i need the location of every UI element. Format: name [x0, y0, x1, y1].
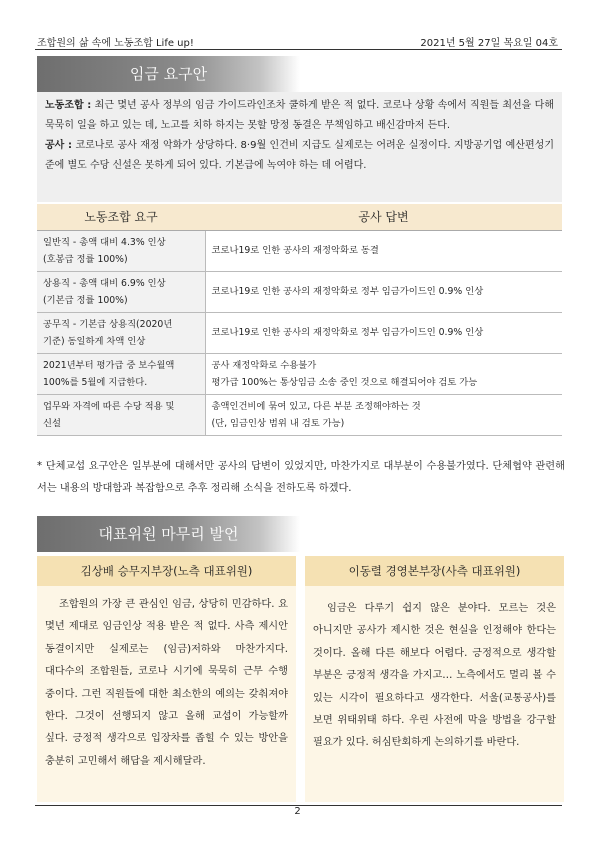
- table-row: [37, 230, 562, 271]
- corp-rep-name: 이동렬 경영본부장(사측 대표위원): [305, 556, 564, 586]
- answer-cell: 총액인건비에 묶여 있고, 다른 부분 조정해야하는 것 (단, 임금인상 범위 내 검토 가능): [205, 394, 562, 435]
- intro-box: [37, 92, 562, 202]
- section-title-closing-remarks: 대표위원 마무리 발언: [37, 516, 300, 552]
- corp-label: 공사 :: [45, 140, 73, 151]
- answer-cell: 공사 재정악화로 수용불가 평가급 100%는 통상임금 소송 중인 것으로 해결되어야 검토 가능: [205, 353, 562, 394]
- union-text: 최근 몇년 공사 정부의 임금 가이드라인조차 쿨하게 받은 적 없다. 코로나 상황 속에서 직원들 최선을 다해 묵묵히 일을 하고 있는 데, 노고를 치하 하지는 못할 망정 동결은 무책임하고 배신감마저 든다.: [45, 100, 554, 131]
- corp-rep-column: [305, 556, 564, 802]
- table-row: [37, 353, 562, 394]
- page-header: [35, 32, 562, 50]
- header-union-demand: 노동조합 요구: [37, 204, 205, 230]
- table-header-row: [37, 204, 562, 230]
- union-statement: [45, 96, 554, 136]
- union-rep-remarks: 조합원의 가장 큰 관심인 임금, 상당히 민감하다. 요 몇년 제대로 임금인상 적용 받은 적 없다. 사측 제시안 동결이지만 실제로는 (임금)저하와 마찬가지다. 대다수의 조합원들, 코로나 시기에 묵묵히 근무 수행 중이다. 그런 직원들에 대한 최소한의 예의는 갖춰져야 한다. 그것이 선행되지 않고 올해 교섭이 가능할까 싶다. 긍정적 생각으로 입장차를 좁힐 수 있는 방안을 충분히 고민해서 해답을 제시해달라.: [45, 599, 288, 767]
- corp-text: 코로나로 공사 재정 악화가 상당하다. 8·9월 인건비 지급도 실제로는 어려운 실정이다. 지방공기업 예산편성기준에 별도 수당 신설은 못하게 되어 있다. 기본급에 녹여야 하는 데 어렵다.: [45, 140, 554, 171]
- issue-date: 2021년 5월 27일 목요일 04호: [420, 38, 558, 49]
- demand-cell: 공무직 - 기본급 상용직(2020년 기준) 동일하게 차액 인상: [37, 312, 205, 353]
- newsletter-name: 조합원의 삶 속에 노동조합 Life up!: [37, 38, 194, 49]
- demand-cell: 2021년부터 평가급 중 보수월액 100%를 5월에 지급한다.: [37, 353, 205, 394]
- section-title-wage-demands: 임금 요구안: [37, 56, 300, 92]
- table-row: [37, 394, 562, 435]
- table-row: [37, 271, 562, 312]
- page-number: 2: [294, 806, 301, 817]
- answer-cell: 코로나19로 인한 공사의 재정악화로 동결: [205, 230, 562, 271]
- union-rep-column: [37, 556, 296, 802]
- demand-cell: 일반직 - 총액 대비 4.3% 인상 (호봉급 정률 100%): [37, 230, 205, 271]
- answer-cell: 코로나19로 인한 공사의 재정악화로 정부 임금가이드인 0.9% 인상: [205, 312, 562, 353]
- header-corp-answer: 공사 답변: [205, 204, 562, 230]
- corp-statement: [45, 136, 554, 176]
- demand-cell: 업무와 자격에 따른 수당 적용 및 신설: [37, 394, 205, 435]
- answer-cell: 코로나19로 인한 공사의 재정악화로 정부 임금가이드인 0.9% 인상: [205, 271, 562, 312]
- union-label: 노동조합 :: [45, 100, 92, 111]
- corp-rep-remarks: 임금은 다루기 쉽지 않은 분야다. 모르는 것은 아니지만 공사가 제시한 것은 현실을 인정해야 한다는 것이다. 올해 다른 해보다 어렵다. 긍정적으로 생각할 부분은 긍정적 생각을 가지고… 노측에서도 멀리 볼 수 있는 시각이 필요하다고 생각한다. 서울(교통공사)를 보면 위태위태 하다. 우린 사전에 막을 방법을 강구할 필요가 있다. 허심탄회하게 논의하기를 바란다.: [313, 603, 556, 749]
- bargaining-note: * 단체교섭 요구안은 일부분에 대해서만 공사의 답변이 있었지만, 마찬가지로 대부분이 수용불가였다. 단체협약 관련해서는 내용의 방대함과 복잡함으로 추후 정리해 소식을 전하도록 하겠다.: [37, 461, 565, 494]
- demand-cell: 상용직 - 총액 대비 6.9% 인상 (기본급 정률 100%): [37, 271, 205, 312]
- table-row: [37, 312, 562, 353]
- demand-response-table: [37, 204, 562, 436]
- union-rep-name: 김상배 승무지부장(노측 대표위원): [37, 556, 296, 586]
